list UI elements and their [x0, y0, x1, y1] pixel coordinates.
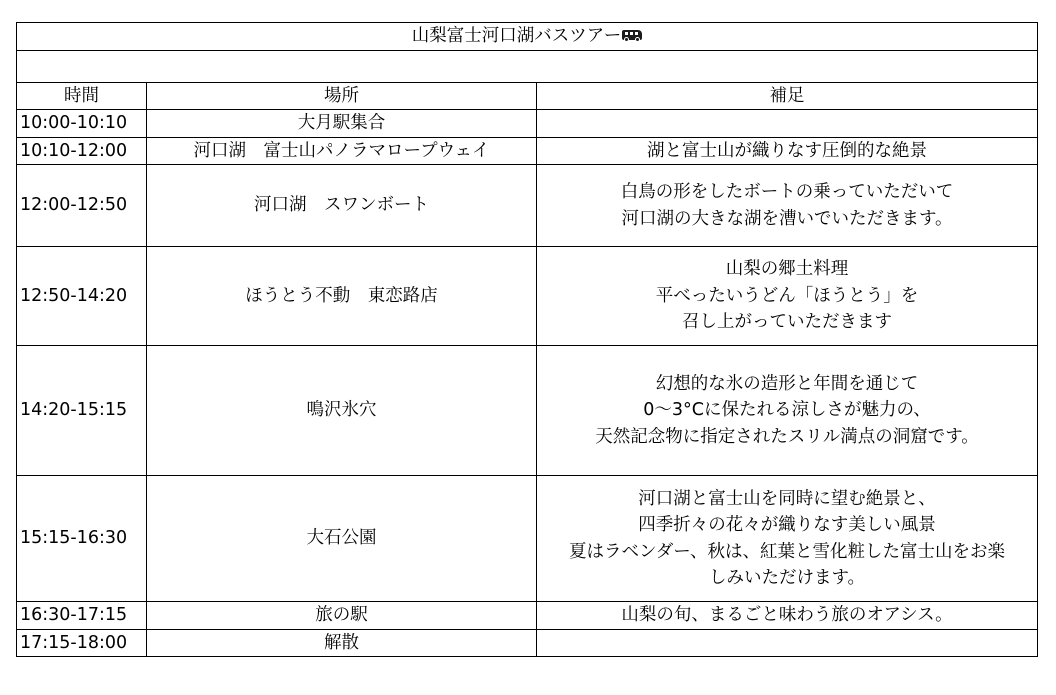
table-row: [17, 476, 1038, 602]
time-cell[interactable]: 15:15-16:30: [17, 476, 147, 602]
table-row: [17, 602, 1038, 630]
place-cell[interactable]: ほうとう不動 東恋路店: [147, 247, 537, 346]
time-cell[interactable]: 14:20-15:15: [17, 346, 147, 476]
itinerary-table: [16, 22, 1038, 657]
table-row: [17, 346, 1038, 476]
page-title: 山梨富士河口湖バスツアー: [411, 26, 622, 46]
header-note[interactable]: 補足: [537, 82, 1038, 110]
blank-row: [17, 50, 1038, 82]
note-line: しみいただけます。: [708, 568, 866, 588]
place-cell[interactable]: 大月駅集合: [147, 110, 537, 138]
header-time[interactable]: 時間: [17, 82, 147, 110]
time-cell[interactable]: 10:00-10:10: [17, 110, 147, 138]
note-line: 0〜3°Cに保たれる涼しさが魅力の、: [643, 400, 931, 421]
table-row: [17, 247, 1038, 346]
place-cell[interactable]: 解散: [147, 629, 537, 657]
note-line: 山梨の旬、まるごと味わう旅のオアシス。: [621, 605, 953, 625]
time-cell[interactable]: 16:30-17:15: [17, 602, 147, 630]
note-line: 河口湖の大きな湖を漕いでいただきます。: [621, 208, 953, 229]
header-place[interactable]: 場所: [147, 82, 537, 110]
note-line: 四季折々の花々が織りなす美しい風景: [638, 515, 936, 535]
note-line: 天然記念物に指定されたスリル満点の洞窟です。: [595, 426, 979, 447]
note-line: 幻想的な氷の造形と年間を通じて: [655, 373, 919, 394]
note-cell[interactable]: [537, 110, 1038, 138]
schedule-rows: [17, 110, 1038, 657]
time-cell[interactable]: 12:00-12:50: [17, 165, 147, 247]
time-cell[interactable]: 12:50-14:20: [17, 247, 147, 346]
title-row: [17, 23, 1038, 51]
note-line: 平べったいうどん「ほうとう」を: [655, 285, 919, 306]
table-row: [17, 165, 1038, 247]
place-cell[interactable]: 旅の駅: [147, 602, 537, 630]
note-line: 山梨の郷土料理: [725, 259, 849, 280]
bus-icon: [622, 30, 642, 42]
note-line: 夏はラベンダー、秋は、紅葉と雪化粧した富士山をお楽: [568, 541, 1006, 562]
note-cell[interactable]: [537, 247, 1038, 346]
table-row: [17, 629, 1038, 657]
note-line: 湖と富士山が織りなす圧倒的な絶景: [647, 140, 927, 161]
note-cell[interactable]: [537, 602, 1038, 630]
note-cell[interactable]: [537, 476, 1038, 602]
place-cell[interactable]: 大石公園: [147, 476, 537, 602]
note-cell[interactable]: [537, 629, 1038, 657]
note-cell[interactable]: [537, 165, 1038, 247]
blank-cell[interactable]: [17, 50, 1038, 82]
note-line: 召し上がっていただきます: [682, 312, 892, 333]
table-row: [17, 137, 1038, 165]
time-cell[interactable]: 17:15-18:00: [17, 629, 147, 657]
note-line: 白鳥の形をしたボートの乗っていただいて: [620, 182, 954, 202]
title-cell[interactable]: [17, 23, 1038, 51]
note-line: 河口湖と富士山を同時に望む絶景と、: [638, 488, 936, 509]
note-cell[interactable]: [537, 137, 1038, 165]
time-cell[interactable]: 10:10-12:00: [17, 137, 147, 165]
place-cell[interactable]: 鳴沢氷穴: [147, 346, 537, 476]
table-row: [17, 110, 1038, 138]
header-row: [17, 82, 1038, 110]
place-cell[interactable]: 河口湖 スワンボート: [147, 165, 537, 247]
note-cell[interactable]: [537, 346, 1038, 476]
place-cell[interactable]: 河口湖 富士山パノラマロープウェイ: [147, 137, 537, 165]
